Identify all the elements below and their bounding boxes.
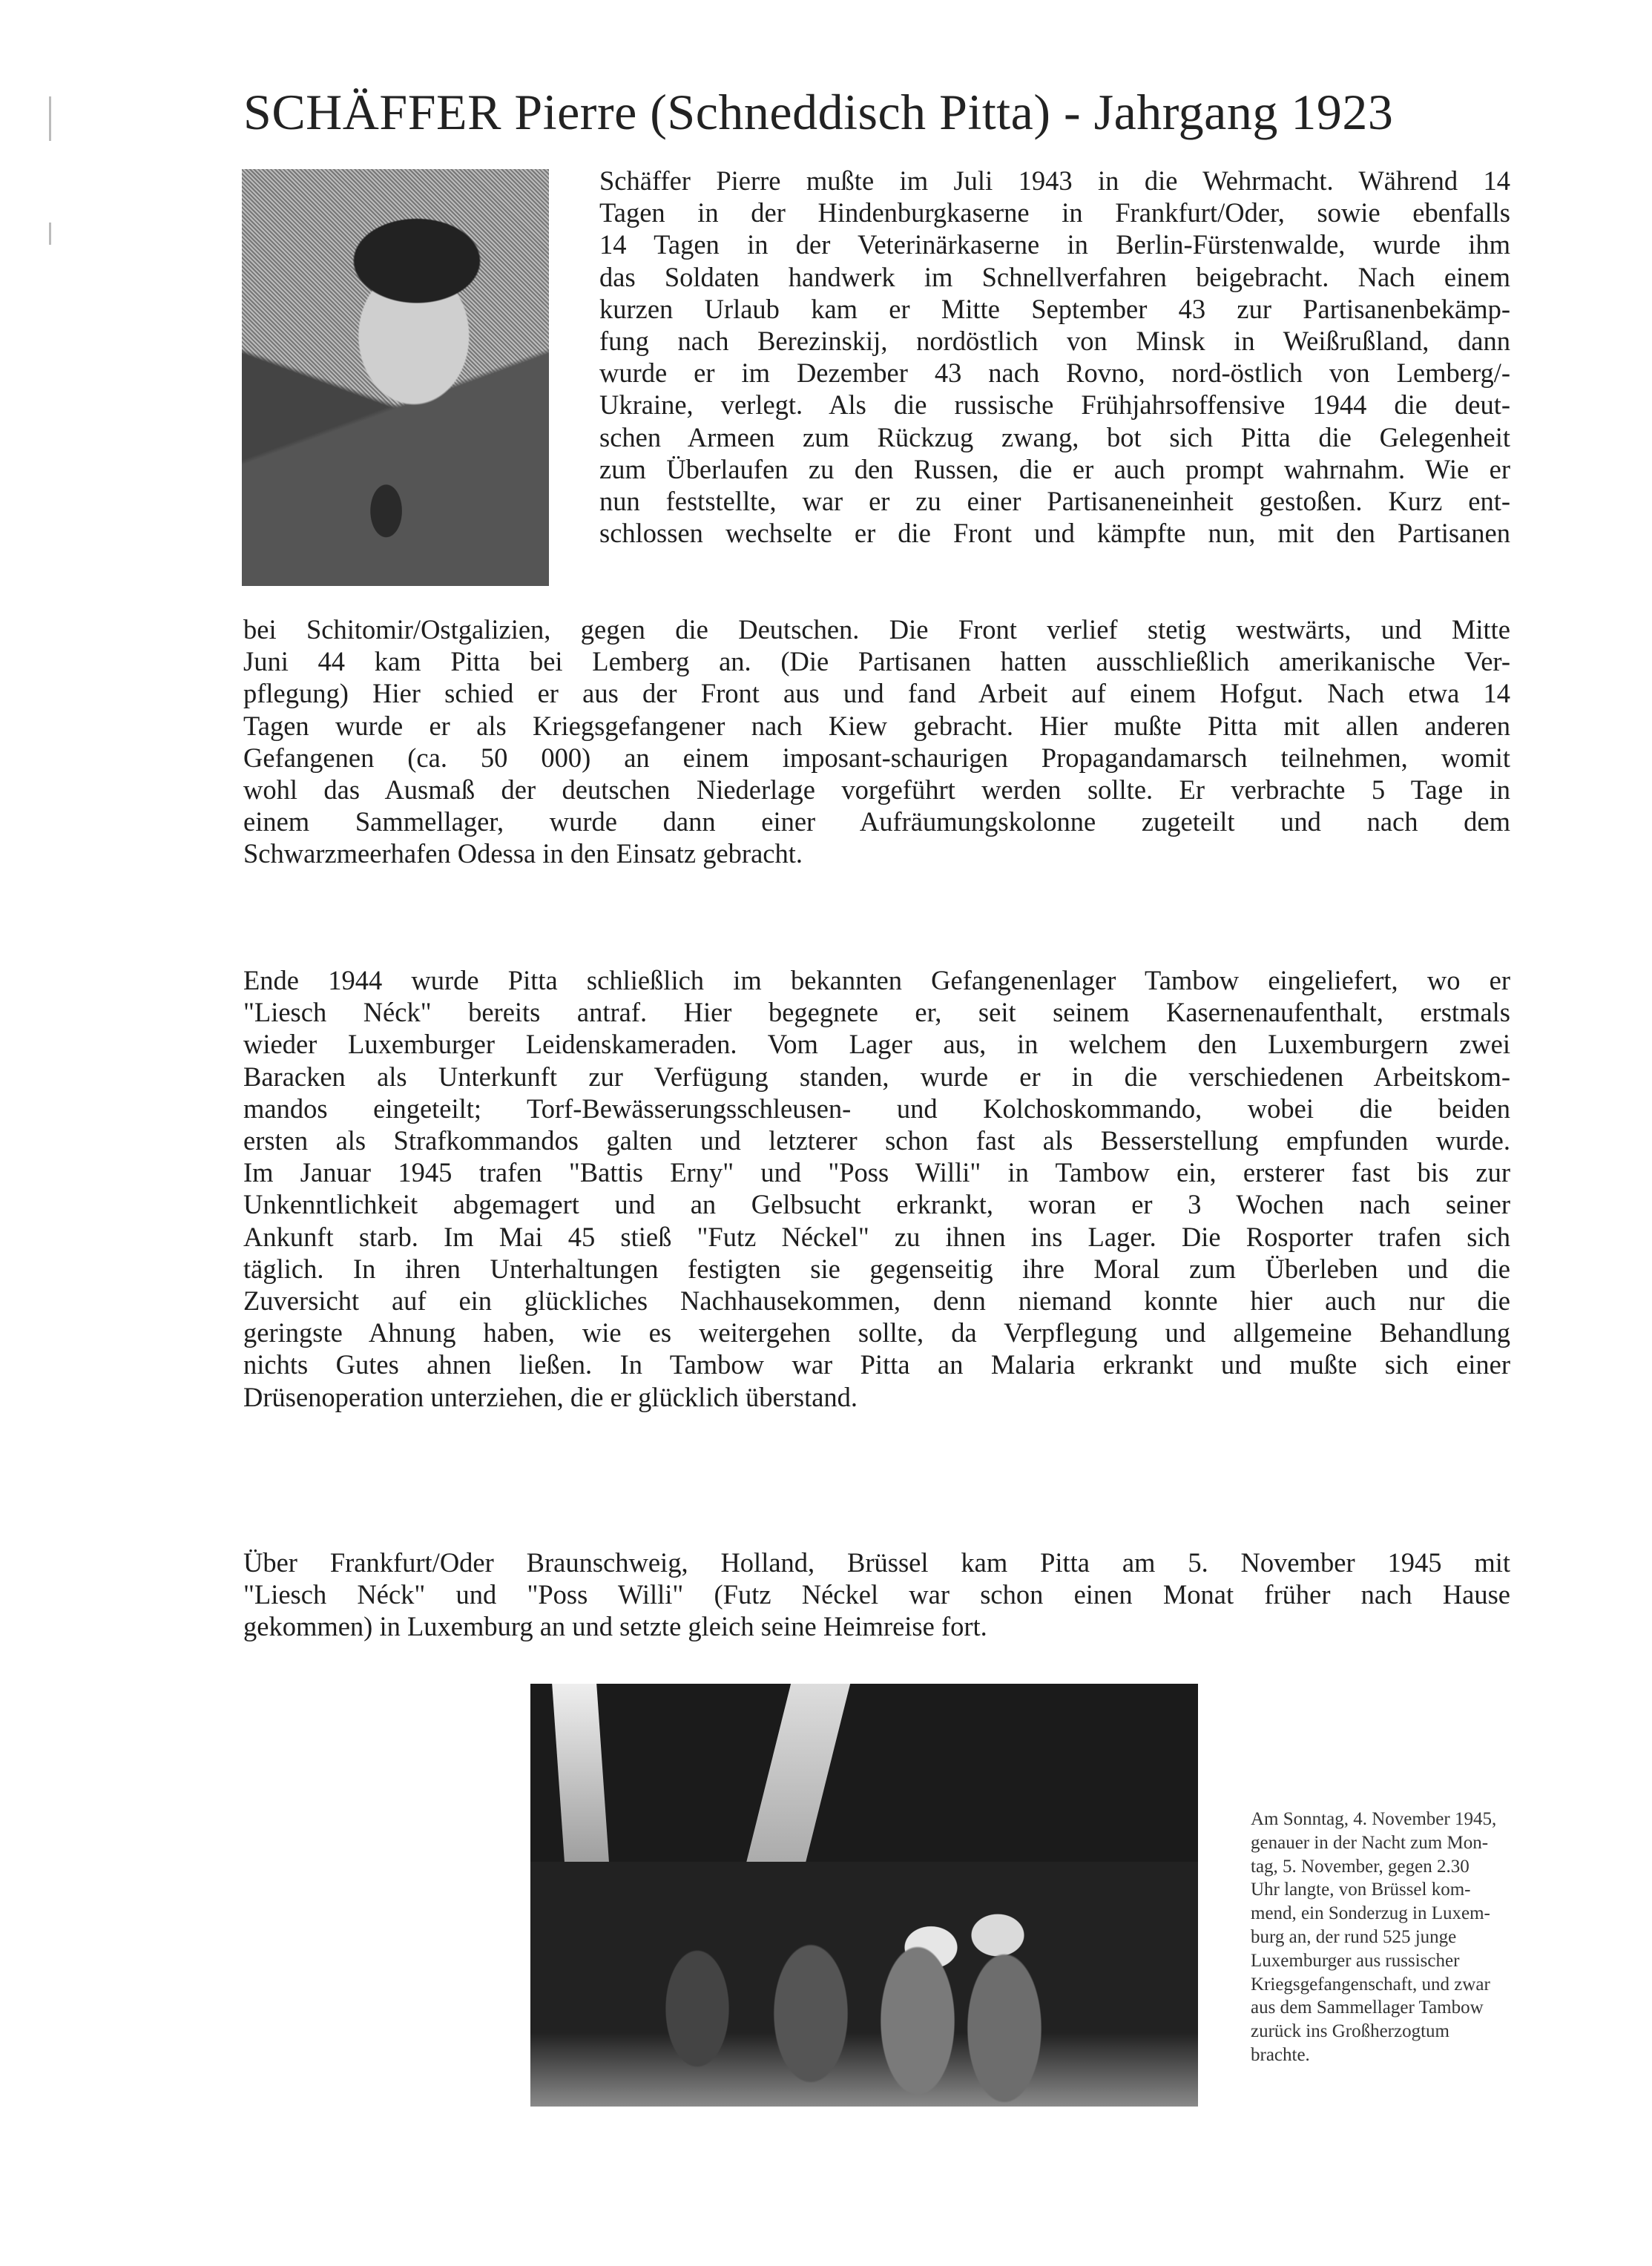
text-line: Baracken als Unterkunft zur Verfügung standen, wurde er in die verschiedenen Arbeitskom- [243, 1061, 1510, 1092]
scan-margin-mark [49, 223, 51, 245]
paragraph-3 [243, 1547, 1510, 1643]
text-line: pflegung) Hier schied er aus der Front aus und fand Arbeit auf einem Hofgut. Nach etwa 14 [243, 678, 1510, 709]
text-line: wurde er im Dezember 43 nach Rovno, nord-östlich von Lemberg/- [599, 358, 1510, 389]
text-line: bei Schitomir/Ostgalizien, gegen die Deutschen. Die Front verlief stetig westwärts, und Mitte [243, 614, 1510, 645]
page-title: SCHÄFFER Pierre (Schneddisch Pitta) - Jahrgang 1923 [243, 84, 1394, 140]
text-line: nun feststellte, war er zu einer Partisaneneinheit gestoßen. Kurz ent- [599, 486, 1510, 517]
caption-line: aus dem Sammellager Tambow [1251, 1997, 1484, 2018]
photo-caption [1251, 1808, 1577, 2067]
caption-line: genauer in der Nacht zum Mon- [1251, 1832, 1489, 1853]
scan-margin-mark [49, 96, 51, 141]
text-line: gekommen) in Luxemburg an und setzte gleich seine Heimreise fort. [243, 1611, 987, 1642]
text-line: kurzen Urlaub kam er Mitte September 43 zur Partisanenbekämp- [599, 293, 1510, 324]
text-line: wieder Luxemburger Leidenskameraden. Vom Lager aus, in welchem den Luxemburgern zwei [243, 1029, 1510, 1060]
caption-line: brachte. [1251, 2044, 1310, 2065]
portrait-photo [242, 169, 549, 586]
text-line: "Liesch Néck" und "Poss Willi" (Futz Néckel war schon einen Monat früher nach Hause [243, 1579, 1510, 1610]
text-line: Ukraine, verlegt. Als die russische Frühjahrsoffensive 1944 die deut- [599, 389, 1510, 421]
crowd-shape [530, 1862, 1198, 2107]
text-line: schlossen wechselte er die Front und kämpfte nun, mit den Partisanen [599, 518, 1510, 549]
text-line: geringste Ahnung haben, wie es weitergehen sollte, da Verpflegung und allgemeine Behandlung [243, 1317, 1510, 1348]
caption-line: zurück ins Großherzogtum [1251, 2021, 1449, 2042]
caption-line: Uhr langte, von Brüssel kom- [1251, 1880, 1471, 1900]
text-line: Ankunft starb. Im Mai 45 stieß "Futz Néckel" zu ihnen ins Lager. Die Rosporter trafen sich [243, 1221, 1510, 1252]
text-line: Drüsenoperation unterziehen, die er glücklich überstand. [243, 1381, 858, 1412]
text-line: Schwarzmeerhafen Odessa in den Einsatz gebracht. [243, 838, 803, 869]
text-line: nichts Gutes ahnen ließen. In Tambow war Pitta an Malaria erkrankt und mußte sich einer [243, 1349, 1510, 1380]
text-line: ersten als Strafkommandos galten und letzterer schon fast als Besserstellung empfunden wurde. [243, 1125, 1510, 1156]
paragraph-1-beside-photo [599, 165, 1510, 549]
text-line: schen Armeen zum Rückzug zwang, bot sich Pitta die Gelegenheit [599, 421, 1510, 452]
text-line: täglich. In ihren Unterhaltungen festigten sie gegenseitig ihre Moral zum Überleben und die [243, 1253, 1510, 1284]
caption-line: Am Sonntag, 4. November 1945, [1251, 1809, 1497, 1829]
text-line: Im Januar 1945 trafen "Battis Erny" und "Poss Willi" in Tambow ein, ersterer fast bis zur [243, 1157, 1510, 1188]
paragraph-1-full-width [243, 613, 1510, 870]
caption-line: tag, 5. November, gegen 2.30 [1251, 1856, 1470, 1877]
text-line: mandos eingeteilt; Torf-Bewässerungsschleusen- und Kolchoskommando, wobei die beiden [243, 1093, 1510, 1124]
text-line: einem Sammellager, wurde dann einer Aufräumungskolonne zugeteilt und nach dem [243, 806, 1510, 837]
caption-line: Luxemburger aus russischer [1251, 1950, 1460, 1971]
text-line: wohl das Ausmaß der deutschen Niederlage vorgeführt werden sollte. Er verbrachte 5 Tage in [243, 774, 1510, 806]
caption-line: mend, ein Sonderzug in Luxem- [1251, 1903, 1490, 1924]
text-line: Ende 1944 wurde Pitta schließlich im bekannten Gefangenenlager Tambow eingeliefert, wo er [243, 965, 1510, 995]
text-line: "Liesch Néck" bereits antraf. Hier begegnete er, seit seinem Kasernenaufenthalt, erstmals [243, 997, 1510, 1028]
text-line: Tagen in der Hindenburgkaserne in Frankfurt/Oder, sowie ebenfalls [599, 197, 1510, 228]
text-line: Gefangenen (ca. 50 000) an einem imposant-schaurigen Propagandamarsch teilnehmen, womit [243, 742, 1510, 773]
text-line: Unkenntlichkeit abgemagert und an Gelbsucht erkrankt, woran er 3 Wochen nach seiner [243, 1189, 1510, 1220]
caption-line: burg an, der rund 525 junge [1251, 1926, 1457, 1947]
text-line: fung nach Berezinskij, nordöstlich von Minsk in Weißrußland, dann [599, 326, 1510, 357]
text-line: Tagen wurde er als Kriegsgefangener nach Kiew gebracht. Hier mußte Pitta mit allen anderen [243, 710, 1510, 741]
paragraph-2 [243, 964, 1510, 1413]
text-line: Juni 44 kam Pitta bei Lemberg an. (Die Partisanen hatten ausschließlich amerikanische Ver- [243, 646, 1510, 677]
text-line: Schäffer Pierre mußte im Juli 1943 in die Wehrmacht. Während 14 [599, 165, 1510, 196]
returning-prisoners-photo [530, 1684, 1198, 2107]
text-line: Über Frankfurt/Oder Braunschweig, Holland, Brüssel kam Pitta am 5. November 1945 mit [243, 1547, 1510, 1578]
caption-line: Kriegsgefangenschaft, und zwar [1251, 1974, 1490, 1995]
text-line: das Soldaten handwerk im Schnellverfahren beigebracht. Nach einem [599, 261, 1510, 292]
text-line: 14 Tagen in der Veterinärkaserne in Berlin-Fürstenwalde, wurde ihm [599, 229, 1510, 260]
text-line: zum Überlaufen zu den Russen, die er auch prompt wahrnahm. Wie er [599, 453, 1510, 484]
text-line: Zuversicht auf ein glückliches Nachhausekommen, denn niemand konnte hier auch nur die [243, 1285, 1510, 1317]
